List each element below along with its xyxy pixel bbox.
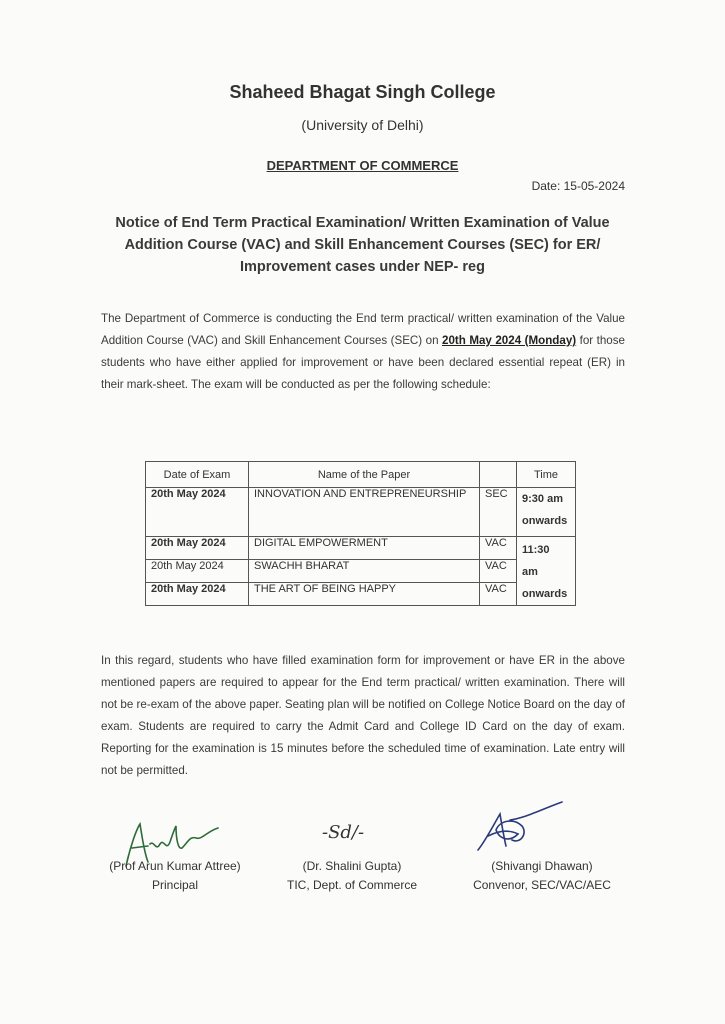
row-paper: SWACHH BHARAT bbox=[249, 560, 480, 583]
row-type: SEC bbox=[480, 488, 517, 537]
time-line: am bbox=[522, 566, 538, 578]
time-sec bbox=[517, 488, 576, 537]
table-row bbox=[146, 488, 576, 537]
notice-title bbox=[90, 212, 635, 278]
table-row bbox=[146, 537, 576, 560]
exam-schedule-table bbox=[145, 461, 576, 606]
col-header-time: Time bbox=[517, 462, 576, 488]
row-type: VAC bbox=[480, 537, 517, 560]
signatory-title: Convenor, SEC/VAC/AEC bbox=[473, 878, 611, 892]
signatory-name: (Dr. Shalini Gupta) bbox=[302, 859, 402, 873]
col-header-paper: Name of the Paper bbox=[249, 462, 480, 488]
notice-title-line: Improvement cases under NEP- reg bbox=[240, 259, 485, 275]
row-date: 20th May 2024 bbox=[146, 488, 249, 537]
intro-text-before: The Department of Commerce is conducting the End term practical/ written examination of the Value Addition Course (VAC) and Skill Enhancement Courses (SEC) on bbox=[101, 312, 625, 347]
row-paper: INNOVATION AND ENTREPRENEURSHIP bbox=[249, 488, 480, 537]
col-header-date: Date of Exam bbox=[146, 462, 249, 488]
department-heading bbox=[0, 158, 725, 173]
signatory-convenor bbox=[462, 857, 622, 895]
time-line: 9:30 am bbox=[522, 493, 563, 505]
notice-title-line: Addition Course (VAC) and Skill Enhancement Courses (SEC) for ER/ bbox=[124, 237, 601, 253]
sd-mark: -Sd/- bbox=[322, 822, 365, 843]
table-row bbox=[146, 583, 576, 606]
signatory-title: TIC, Dept. of Commerce bbox=[286, 878, 418, 892]
university-name: (University of Delhi) bbox=[301, 117, 424, 133]
time-line: onwards bbox=[522, 515, 568, 527]
row-type: VAC bbox=[480, 583, 517, 606]
signatory-name: (Prof Arun Kumar Attree) bbox=[109, 859, 241, 873]
convenor-signature bbox=[470, 800, 570, 860]
col-header-type bbox=[480, 462, 517, 488]
notice-date: Date: 15-05-2024 bbox=[531, 179, 625, 193]
signatory-title: Principal bbox=[151, 878, 199, 892]
time-line: 11:30 bbox=[522, 544, 550, 556]
row-date: 20th May 2024 bbox=[146, 537, 249, 560]
college-name: Shaheed Bhagat Singh College bbox=[229, 82, 496, 102]
row-type: VAC bbox=[480, 560, 517, 583]
row-paper: THE ART OF BEING HAPPY bbox=[249, 583, 480, 606]
notice-title-line: Notice of End Term Practical Examination/ Written Examination of Value bbox=[115, 215, 610, 231]
instructions-paragraph: In this regard, students who have filled examination form for improvement or have ER in the above mentioned papers are required to appear for the End term practical/ written examination. There will not be re-exam of the above paper. Seating plan will be notified on College Notice Board on the day of exam. Students are required to carry the Admit Card and College ID Card on the day of exam. Reporting for the examination is 15 minutes before the scheduled time of examination. Late entry will not be permitted. bbox=[101, 654, 625, 777]
time-line: onwards bbox=[522, 588, 568, 600]
row-date: 20th May 2024 bbox=[146, 560, 249, 583]
intro-paragraph bbox=[101, 308, 625, 396]
signatory-name: (Shivangi Dhawan) bbox=[491, 859, 593, 873]
signatory-principal bbox=[90, 857, 260, 895]
row-paper: DIGITAL EMPOWERMENT bbox=[249, 537, 480, 560]
time-vac bbox=[517, 537, 576, 606]
signatory-tic bbox=[272, 857, 432, 895]
intro-text-after: for those students who have either applied for improvement or have been declared essential repeat (ER) in their mark-sheet. The exam will be conducted as per the following schedule: bbox=[101, 334, 625, 391]
department-label: DEPARTMENT OF COMMERCE bbox=[266, 158, 459, 173]
table-row bbox=[146, 560, 576, 583]
table-header-row bbox=[146, 462, 576, 488]
row-date: 20th May 2024 bbox=[146, 583, 249, 606]
exam-date-highlight: 20th May 2024 (Monday) bbox=[442, 334, 577, 347]
